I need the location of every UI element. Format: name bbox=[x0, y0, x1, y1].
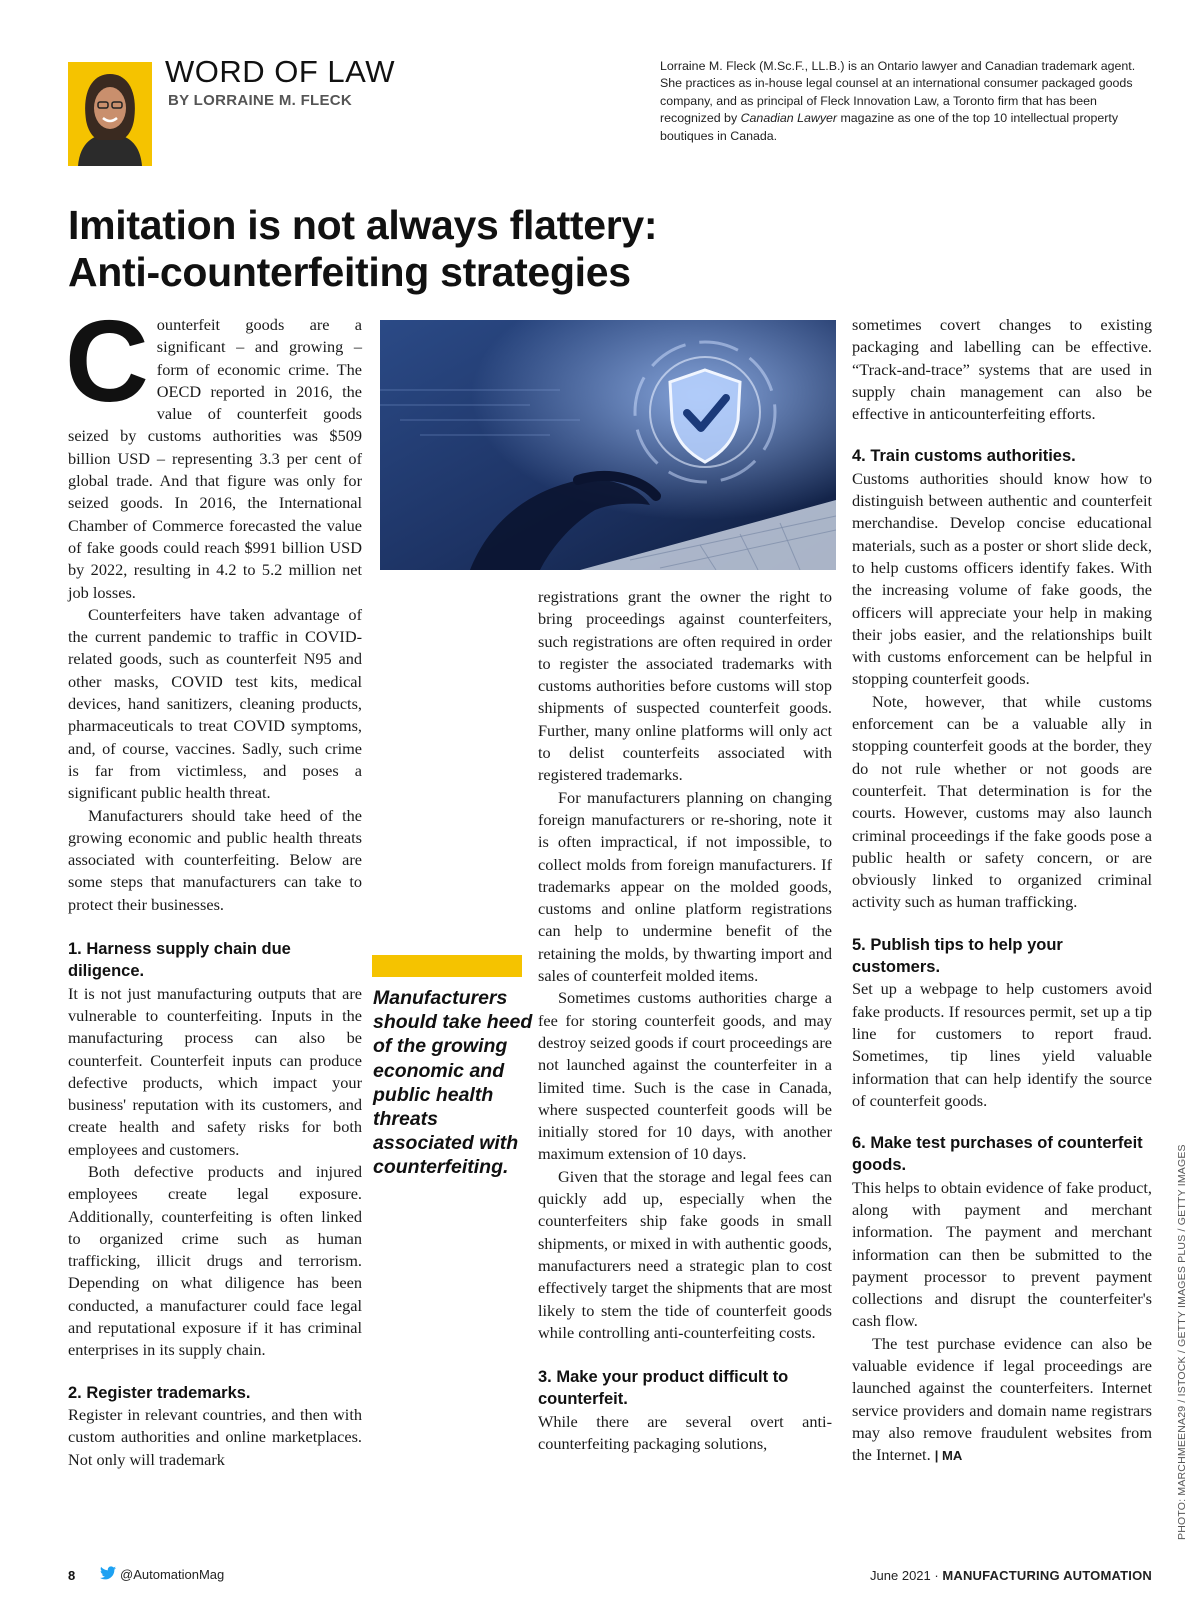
section-heading-5: 5. Publish tips to help your customers. bbox=[852, 935, 1063, 977]
headline-line-1: Imitation is not always flattery: bbox=[68, 202, 658, 248]
section-heading-6: 6. Make test purchases of counterfeit goods. bbox=[852, 1134, 1143, 1175]
pull-quote: Manufacturers should take heed of the growing economic and public health threats associated with counterfeiting. bbox=[373, 987, 533, 1179]
paragraph: Register in relevant countries, and then with custom authorities and online marketplaces. Not only will trademark bbox=[68, 1404, 362, 1469]
paragraph: Note, however, that while customs enforcement can be a valuable ally in stopping counterfeit goods at the border, they do not rule whether or not goods are counterfeit. That determination is for the courts. However, customs may also launch criminal proceedings if the fake goods pose a public health or safety concern, or are obviously linked to organized criminal activity such as human trafficking. bbox=[852, 691, 1152, 912]
paragraph: Both defective products and injured employees create legal exposure. Additionally, counterfeiting is often linked to organized crime such as human trafficking, illicit drugs and terrorism. Depending on what diligence has been conducted, a manufacturer could face legal and reputational exposure if it has criminal enterprises in its supply chain. bbox=[68, 1161, 362, 1360]
paragraph: registrations grant the owner the right to bring proceedings against counterfeiters, such registrations are often required in order to register the associated trademarks with customs authorities before customs will stop shipments of suspected counterfeit goods. Further, many online platforms will only act to delist counterfeits associated with registered trademarks. bbox=[538, 587, 832, 785]
paragraph: While there are several overt anti-counterfeiting packaging solutions, bbox=[538, 1411, 832, 1453]
paragraph: Set up a webpage to help customers avoid fake products. If resources permit, set up a tip line for customers to report fraud. Sometimes, tip lines yield valuable information that can help identify the source of counterfeit goods. bbox=[852, 979, 1152, 1110]
issue-date: June 2021 · bbox=[870, 1568, 939, 1583]
byline: BY LORRAINE M. FLECK bbox=[168, 92, 353, 109]
paragraph: sometimes covert changes to existing packaging and labelling can be effective. “Track-and-trace” systems that are used in supply chain management can also be effective in anticounterfeiting efforts. bbox=[852, 315, 1152, 424]
page-number: 8 bbox=[68, 1568, 76, 1583]
author-bio bbox=[660, 58, 1146, 145]
publication-name: MANUFACTURING AUTOMATION bbox=[942, 1568, 1152, 1583]
intro-text: ounterfeit goods are a significant – and growing – form of economic crime. The OECD reported in 2016, the value of counterfeit goods seized by customs authorities was $509 billion USD – representing 3.3 per cent of global trade. And that figure was only for seized goods. In 2016, the International Chamber of Commerce forecasted the value of fake goods could reach $991 billion USD by 2022, resulting in 4.2 to 5.2 million net job losses. bbox=[68, 315, 362, 602]
section-heading-3: 3. Make your product difficult to counterfeit. bbox=[538, 1368, 789, 1409]
headline bbox=[68, 202, 657, 296]
section-heading-1: 1. Harness supply chain due diligence. bbox=[68, 940, 291, 981]
column-3 bbox=[852, 314, 1152, 1468]
twitter-handle-text: @AutomationMag bbox=[120, 1567, 225, 1582]
paragraph: Manufacturers should take heed of the growing economic and public health threats associated with counterfeiting. Below are some steps that manufacturers can take to protect their businesses. bbox=[68, 805, 362, 914]
bio-text-end: magazine as one of the top 10 intellectual property boutiques in Canada. bbox=[660, 111, 1119, 143]
column-title: WORD OF LAW bbox=[165, 54, 395, 89]
final-text: The test purchase evidence can also be valuable evidence if legal proceedings are launched against the counterfeiters. Internet service providers and domain name registrars may also remove fraudulent websites from the Internet. bbox=[852, 1333, 1152, 1465]
paragraph: Given that the storage and legal fees can quickly add up, especially when the counterfeiters ship fake goods in small shipments, or mixed in with authentic goods, manufacturers need a strategic plan to cost effectively target the shipments that are most likely to stem the tide of counterfeit goods while controlling anti-counterfeiting costs. bbox=[538, 1166, 832, 1342]
hero-image bbox=[380, 320, 836, 570]
section-heading-4: 4. Train customs authorities. bbox=[852, 447, 1076, 466]
paragraph: Customs authorities should know how to distinguish between authentic and counterfeit merchandise. Develop concise educational materials, such as a poster or short slide deck, to help customs officers identify fakes. With the increasing volume of fake goods, the officers will appreciate your help in making their jobs easier, and the relationships built with customs enforcement can be helpful in stopping counterfeit goods. bbox=[852, 468, 1152, 689]
drop-cap: C bbox=[65, 296, 149, 426]
photo-credit: PHOTO: MARCHMEENA29 / ISTOCK / GETTY IMAGES PLUS / GETTY IMAGES bbox=[1176, 1144, 1188, 1540]
section-heading-2: 2. Register trademarks. bbox=[68, 1383, 251, 1402]
paragraph: Counterfeiters have taken advantage of the current pandemic to traffic in COVID-related goods, such as counterfeit N95 and other masks, COVID test kits, medical devices, hand sanitizers, cleaning products, pharmaceuticals to treat COVID symptoms, and, of course, vaccines. Sadly, such crime is far from victimless, and poses a significant public health threat. bbox=[68, 604, 362, 803]
paragraph: Sometimes customs authorities charge a fee for storing counterfeit goods, and may destroy seized goods if court proceedings are not launched against the counterfeiter in a limited time. Such is the case in Canada, where suspected counterfeit goods will be initially stored for 10 days, with another maximum extension of 10 days. bbox=[538, 988, 832, 1164]
twitter-bird-icon bbox=[100, 1566, 116, 1583]
paragraph: For manufacturers planning on changing foreign manufacturers or re-shoring, note it is often impractical, if not impossible, to collect molds from foreign manufacturers. If trademarks appear on the molded goods, customs and online platform registrations can help to undermine benefit of the retaining the molds, by thwarting import and sales of counterfeit molded items. bbox=[538, 787, 832, 986]
author-photo bbox=[68, 62, 152, 166]
twitter-handle[interactable] bbox=[100, 1566, 224, 1583]
footer-issue bbox=[870, 1568, 1152, 1583]
paragraph: This helps to obtain evidence of fake product, along with payment and merchant information. The payment and merchant information can then be submitted to the payment processor to prevent payment collections and disrupt the counterfeiter's cash flow. bbox=[852, 1177, 1152, 1331]
paragraph: It is not just manufacturing outputs that are vulnerable to counterfeiting. Inputs in the manufacturing process can also be counterfeit. Counterfeit inputs can produce defective products, which impact your business' reputation with its customers, and create health and safety risks for both employees and customers. bbox=[68, 983, 362, 1159]
column-2 bbox=[538, 586, 832, 1455]
end-mark: MA bbox=[941, 1448, 963, 1464]
intro-paragraph bbox=[65, 296, 362, 604]
pull-quote-bar bbox=[372, 955, 522, 977]
bio-publication: Canadian Lawyer bbox=[740, 111, 838, 126]
headline-line-2: Anti-counterfeiting strategies bbox=[68, 249, 631, 295]
final-paragraph: The test purchase evidence can also be valuable evidence if legal proceedings are launched against the counterfeiters. Internet service providers and domain name registrars may also remove fraudulent websites from the Internet. | MA bbox=[852, 1333, 1152, 1465]
column-1 bbox=[65, 296, 362, 1471]
bio-text: Lorraine M. Fleck (M.Sc.F., LL.B.) is an Ontario lawyer and Canadian trademark agent. She practices as in-house legal counsel at an international consumer packaged goods company, and as principal of Fleck Innovation Law, a Toronto firm that has been recognized by bbox=[660, 59, 1136, 126]
